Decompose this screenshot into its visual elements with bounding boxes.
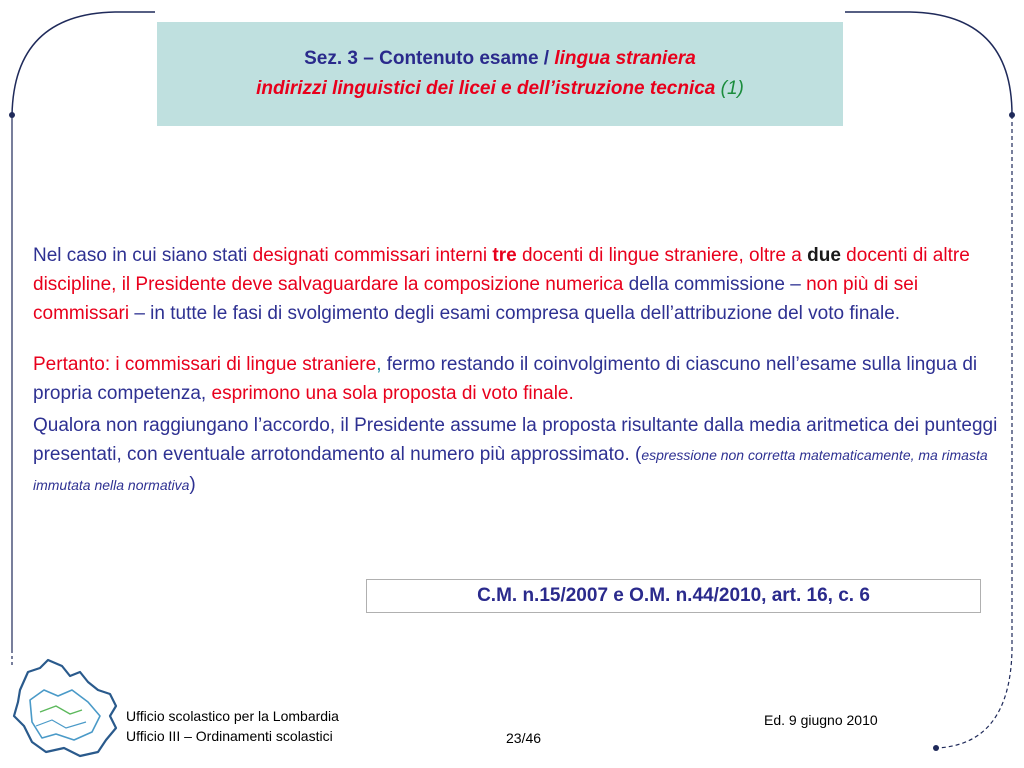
text-segment-emph: designati commissari interni (252, 245, 493, 266)
footer-office-line-1: Ufficio scolastico per la Lombardia (126, 708, 339, 724)
title-footnote-ref: (1) (720, 78, 744, 99)
text-note-italic: espressione non corretta matematicamente, ma rimasta immutata nella normativa (33, 447, 988, 493)
text-segment: ) (189, 474, 196, 495)
text-segment-emph: docenti di altre discipline, il Presidente deve salvaguardare la composizione numerica (33, 245, 970, 295)
title-line-1 (304, 44, 696, 74)
slide-title-box (157, 22, 843, 126)
footer-office-line-2: Ufficio III – Ordinamenti scolastici (126, 728, 333, 744)
text-segment-emph: esprimono una sola proposta di voto finale. (211, 383, 574, 404)
title-line-2 (256, 74, 744, 104)
title-section: Sez. 3 – Contenuto esame / (304, 48, 555, 69)
text-segment-emph: non più di sei commissari (33, 274, 919, 324)
text-segment-emph: docenti di lingue straniere, oltre a (516, 245, 808, 266)
title-subtitle: indirizzi linguistici dei licei e dell’istruzione tecnica (256, 78, 721, 99)
normative-reference: C.M. n.15/2007 e O.M. n.44/2010, art. 16, c. 6 (477, 585, 870, 606)
text-segment: Nel caso in cui siano stati (33, 245, 253, 266)
edition-date: Ed. 9 giugno 2010 (764, 712, 878, 728)
text-segment-emph: Pertanto: i commissari di lingue straniere (33, 354, 377, 375)
paragraph-no-agreement (33, 411, 1018, 500)
lombardia-region-map-icon (14, 660, 116, 756)
text-segment: della commissione – (623, 274, 807, 295)
page-number: 23/46 (506, 730, 542, 746)
paragraph-commission-composition (33, 241, 1018, 328)
footer-office (126, 706, 339, 746)
title-subject: lingua straniera (554, 48, 696, 69)
text-segment-bold: tre (492, 245, 517, 266)
text-segment: fermo restando il coinvolgimento di ciascuno nell’esame sulla lingua di propria competenza, (33, 354, 978, 404)
text-segment: , (376, 354, 382, 375)
text-segment-bold: due (807, 245, 841, 266)
paragraph-single-vote-proposal (33, 350, 1018, 408)
normative-reference-box (366, 579, 981, 613)
text-segment: – in tutte le fasi di svolgimento degli esami compresa quella dell’attribuzione del voto finale. (129, 303, 901, 324)
text-segment: Qualora non raggiungano l’accordo, il Presidente assume la proposta risultante dalla media aritmetica dei punteggi presentati, con eventuale arrotondamento al numero più approssimato. ( (33, 415, 998, 465)
body-text (33, 241, 1018, 500)
